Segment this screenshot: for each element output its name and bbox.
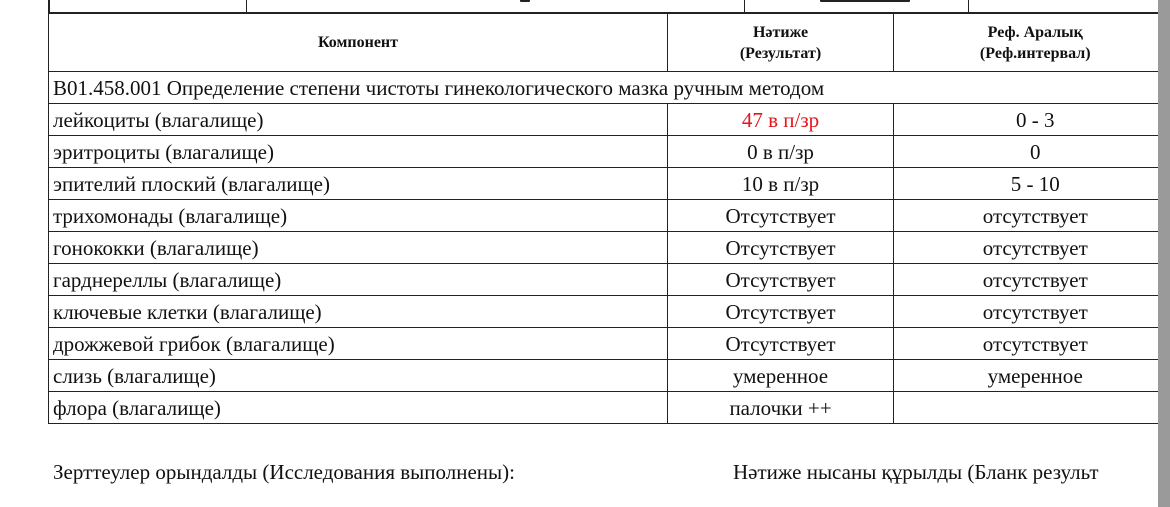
component-cell: эпителий плоский (влагалище) — [49, 168, 668, 200]
reference-header — [894, 14, 1170, 72]
result-cell: Отсутствует — [668, 296, 894, 328]
reference-cell: 0 - 3 — [894, 104, 1170, 136]
result-cell: умеренное — [668, 360, 894, 392]
component-cell: слизь (влагалище) — [49, 360, 668, 392]
section-row — [49, 72, 1170, 104]
result-cell: 0 в п/зр — [668, 136, 894, 168]
table-row — [49, 104, 1170, 136]
component-cell: гарднереллы (влагалище) — [49, 264, 668, 296]
column-divider — [246, 0, 247, 12]
table-row — [49, 328, 1170, 360]
result-cell: Отсутствует — [668, 200, 894, 232]
reference-header-kz: Реф. Аралық — [987, 23, 1083, 41]
table-row — [49, 168, 1170, 200]
table-row — [49, 360, 1170, 392]
page-edge-shadow — [1158, 0, 1170, 507]
column-divider — [968, 0, 969, 12]
result-form-created-label: Нәтиже нысаны құрылды (Бланк результ — [733, 460, 1099, 484]
table-row — [49, 392, 1170, 424]
studies-performed-label: Зерттеулер орындалды (Исследования выполнены): — [53, 460, 515, 484]
reference-cell: 5 - 10 — [894, 168, 1170, 200]
table-row — [49, 200, 1170, 232]
component-cell: гонококки (влагалище) — [49, 232, 668, 264]
result-cell: Отсутствует — [668, 232, 894, 264]
table-row — [49, 136, 1170, 168]
results-table — [48, 13, 1170, 424]
component-cell: ключевые клетки (влагалище) — [49, 296, 668, 328]
result-header — [668, 14, 894, 72]
reference-cell: отсутствует — [894, 200, 1170, 232]
cut-off-text-fragment — [820, 0, 910, 2]
previous-table-bottom-edge — [48, 0, 1158, 14]
component-cell: дрожжевой грибок (влагалище) — [49, 328, 668, 360]
reference-cell: отсутствует — [894, 232, 1170, 264]
component-cell: трихомонады (влагалище) — [49, 200, 668, 232]
reference-cell — [894, 392, 1170, 424]
reference-cell: 0 — [894, 136, 1170, 168]
reference-cell: умеренное — [894, 360, 1170, 392]
reference-cell: отсутствует — [894, 328, 1170, 360]
reference-cell: отсутствует — [894, 264, 1170, 296]
table-row — [49, 232, 1170, 264]
result-header-kz: Нәтиже — [752, 23, 809, 41]
column-divider — [744, 0, 745, 12]
reference-header-ru: (Реф.интервал) — [979, 44, 1091, 62]
table-row — [49, 264, 1170, 296]
result-cell: 10 в п/зр — [668, 168, 894, 200]
result-cell: Отсутствует — [668, 264, 894, 296]
result-cell: палочки ++ — [668, 392, 894, 424]
result-header-ru: (Результат) — [739, 44, 822, 62]
header-row — [49, 14, 1170, 72]
table-row — [49, 296, 1170, 328]
result-cell: 47 в п/зр — [668, 104, 894, 136]
component-cell: лейкоциты (влагалище) — [49, 104, 668, 136]
cut-off-text-fragment — [520, 0, 530, 2]
component-cell: эритроциты (влагалище) — [49, 136, 668, 168]
section-title: B01.458.001 Определение степени чистоты гинекологического мазка ручным методом — [49, 72, 1170, 104]
component-header — [49, 14, 668, 72]
result-cell: Отсутствует — [668, 328, 894, 360]
reference-cell: отсутствует — [894, 296, 1170, 328]
component-header-label: Компонент — [317, 34, 398, 51]
component-cell: флора (влагалище) — [49, 392, 668, 424]
